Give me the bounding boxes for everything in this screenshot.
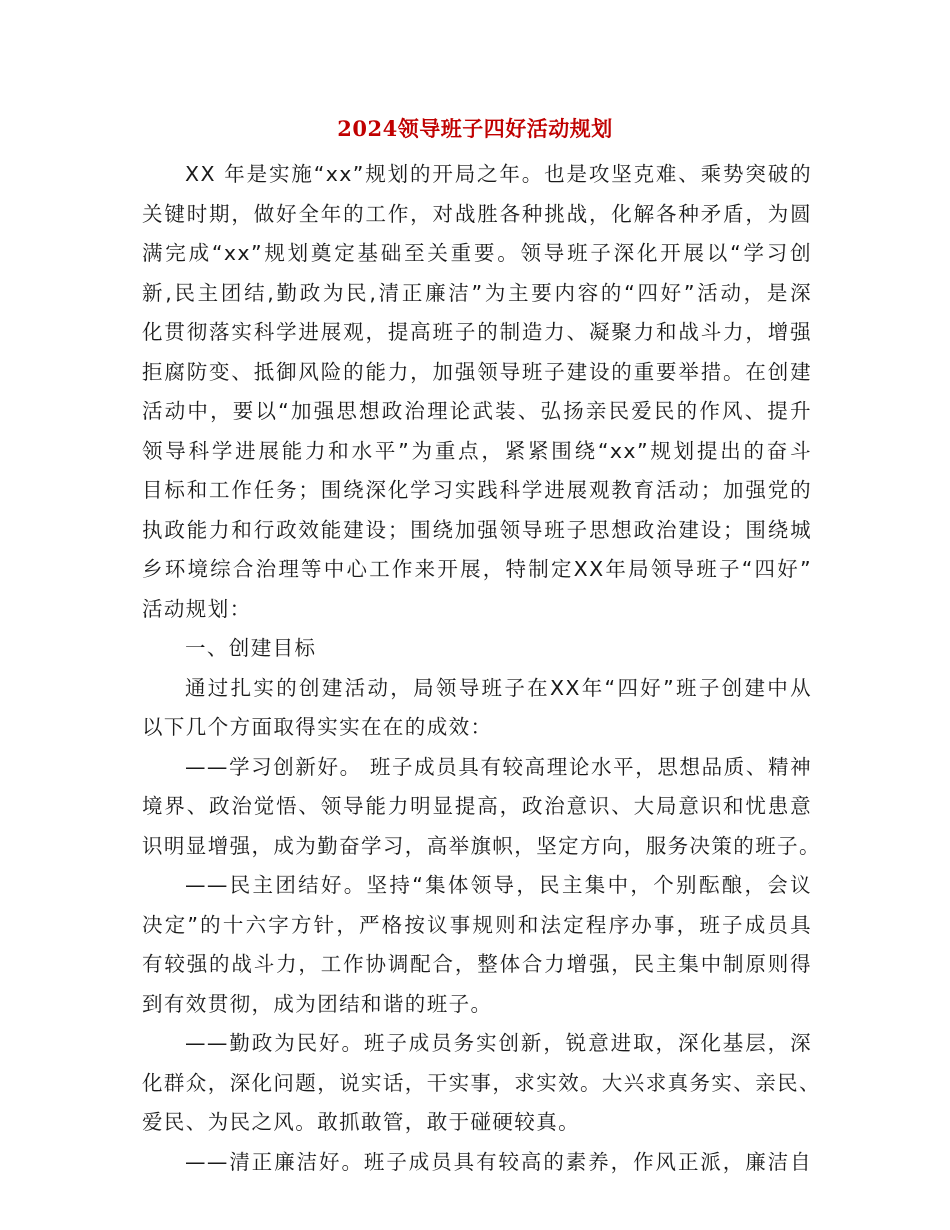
- document-body: [142, 155, 821, 1182]
- paragraph-line: 活动中，要以“加强思想政治理论武装、弘扬亲民爱民的作风、提升: [142, 399, 812, 423]
- paragraph-line: ——民主团结好。坚持“集体领导，民主集中，个别酝酿，会议: [185, 873, 812, 897]
- paragraph-line: 到有效贯彻，成为团结和谐的班子。: [142, 991, 493, 1016]
- paragraph-line: 乡环境综合治理等中心工作来开展，特制定XX年局领导班子“四好”: [142, 557, 812, 581]
- paragraph-line: 活动规划：: [142, 596, 252, 621]
- paragraph-line: 爱民、为民之风。敢抓敢管，敢于碰硬较真。: [142, 1110, 580, 1134]
- paragraph-line: 识明显增强，成为勤奋学习，高举旗帜，坚定方向，服务决策的班子。: [142, 833, 821, 858]
- paragraph-line: 有较强的战斗力，工作协调配合，整体合力增强，民主集中制原则得: [142, 952, 812, 976]
- paragraph-line: XX 年是实施“xx”规划的开局之年。也是攻坚克难、乘势突破的: [185, 162, 812, 186]
- paragraph-line: 新,民主团结,勤政为民,清正廉洁”为主要内容的“四好”活动，是深: [142, 280, 812, 305]
- paragraph-line: 境界、政治觉悟、领导能力明显提高，政治意识、大局意识和忧患意: [142, 794, 812, 818]
- paragraph-line: 拒腐防变、抵御风险的能力，加强领导班子建设的重要举措。在创建: [142, 359, 812, 384]
- paragraph-line: 执政能力和行政效能建设；围绕加强领导班子思想政治建设；围绕城: [142, 517, 812, 542]
- paragraph-line: ——勤政为民好。班子成员务实创新，锐意进取，深化基层，深: [185, 1031, 812, 1055]
- paragraph-line: 满完成“xx”规划奠定基础至关重要。领导班子深化开展以“学习创: [142, 241, 812, 265]
- paragraph-line: 决定”的十六字方针，严格按议事规则和法定程序办事，班子成员具: [142, 912, 812, 937]
- paragraph-line: ——学习创新好。 班子成员具有较高理论水平，思想品质、精神: [185, 754, 812, 779]
- paragraph-line: 化群众，深化问题，说实话，干实事，求实效。大兴求真务实、亲民、: [142, 1070, 821, 1095]
- paragraph-line: 通过扎实的创建活动，局领导班子在XX年“四好”班子创建中从: [185, 675, 812, 700]
- section-heading: 一、创建目标: [185, 636, 317, 660]
- paragraph-line: 领导科学进展能力和水平”为重点，紧紧围绕“xx”规划提出的奋斗: [142, 438, 812, 463]
- paragraph-line: ——清正廉洁好。班子成员具有较高的素养，作风正派，廉洁自: [185, 1149, 812, 1174]
- paragraph-line: 以下几个方面取得实实在在的成效：: [142, 715, 493, 739]
- paragraph-line: 关键时期，做好全年的工作，对战胜各种挑战，化解各种矛盾，为圆: [142, 201, 812, 226]
- document-title: 2024领导班子四好活动规划: [337, 116, 613, 141]
- paragraph-line: 化贯彻落实科学进展观，提高班子的制造力、凝聚力和战斗力，增强: [142, 320, 812, 344]
- paragraph-line: 目标和工作任务；围绕深化学习实践科学进展观教育活动；加强党的: [142, 478, 812, 502]
